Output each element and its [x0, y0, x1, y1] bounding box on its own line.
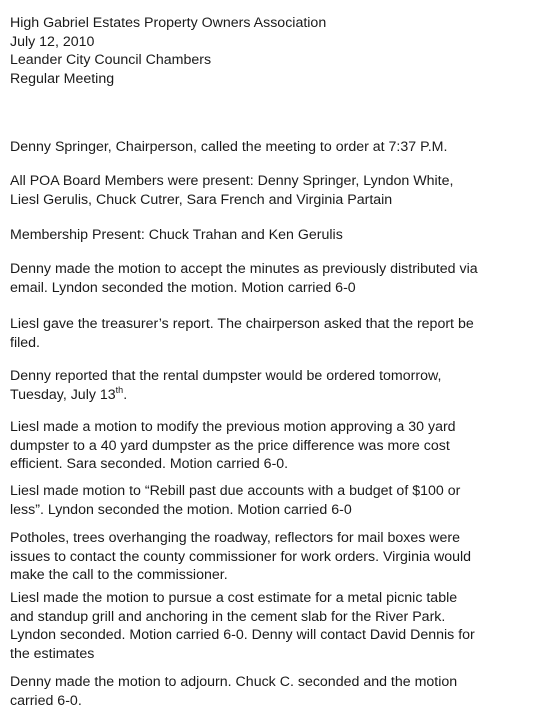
- board-members-paragraph: [10, 172, 532, 209]
- paragraph-line: email. Lyndon seconded the motion. Motion carried 6-0: [10, 279, 356, 296]
- org-name: High Gabriel Estates Property Owners Association: [10, 15, 327, 31]
- date-text: Tuesday, July 13: [10, 386, 116, 403]
- dumpster-report-paragraph: [10, 367, 532, 404]
- paragraph-line: Denny reported that the rental dumpster would be ordered tomorrow,: [10, 368, 442, 384]
- potholes-paragraph: [10, 529, 532, 585]
- rebill-motion-paragraph: [10, 482, 532, 519]
- minutes-approval-paragraph: [10, 260, 532, 297]
- meeting-date: July 12, 2010: [10, 33, 95, 50]
- paragraph-line: make the call to the commissioner.: [10, 567, 228, 584]
- adjourn-paragraph: [10, 673, 532, 710]
- paragraph-line: Denny made the motion to adjourn. Chuck C. seconded and the motion: [10, 674, 458, 690]
- picnic-table-paragraph: [10, 589, 532, 663]
- paragraph-line: efficient. Sara seconded. Motion carried 6-0.: [10, 456, 289, 473]
- paragraph-line: carried 6-0.: [10, 692, 82, 709]
- minutes-header: [10, 14, 326, 88]
- paragraph-line: Lyndon seconded. Motion carried 6-0. Denny will contact David Dennis for: [10, 627, 475, 644]
- paragraph-line: and standup grill and anchoring in the cement slab for the River Park.: [10, 608, 446, 625]
- paragraph-line: Potholes, trees overhanging the roadway, reflectors for mail boxes were: [10, 530, 461, 546]
- call-to-order-paragraph: Denny Springer, Chairperson, called the meeting to order at 7:37 P.M.: [10, 139, 448, 155]
- treasurer-report-paragraph: [10, 315, 532, 352]
- paragraph-line: Denny made the motion to accept the minutes as previously distributed via: [10, 261, 478, 277]
- paragraph-line: less”. Lyndon seconded the motion. Motion carried 6-0: [10, 501, 352, 518]
- paragraph-line: the estimates: [10, 645, 95, 662]
- paragraph-line: Liesl made a motion to modify the previous motion approving a 30 yard: [10, 419, 456, 435]
- paragraph-line: Liesl gave the treasurer’s report. The chairperson asked that the report be: [10, 316, 474, 332]
- paragraph-line: Liesl made motion to “Rebill past due accounts with a budget of $100 or: [10, 483, 461, 499]
- dumpster-motion-paragraph: [10, 418, 532, 474]
- line-end: .: [123, 386, 128, 403]
- membership-present-paragraph: Membership Present: Chuck Trahan and Ken Gerulis: [10, 227, 343, 243]
- meeting-type: Regular Meeting: [10, 70, 115, 87]
- paragraph-line: filed.: [10, 334, 40, 351]
- paragraph-line: Liesl Gerulis, Chuck Cutrer, Sara French and Virginia Partain: [10, 191, 393, 208]
- ordinal-suffix: th: [115, 384, 124, 395]
- paragraph-line: Liesl made the motion to pursue a cost estimate for a metal picnic table: [10, 590, 458, 606]
- meeting-location: Leander City Council Chambers: [10, 52, 212, 68]
- paragraph-line: [10, 384, 128, 403]
- paragraph-line: issues to contact the county commissioner for work orders. Virginia would: [10, 548, 472, 565]
- paragraph-line: All POA Board Members were present: Denny Springer, Lyndon White,: [10, 173, 454, 189]
- paragraph-line: dumpster to a 40 yard dumpster as the price difference was more cost: [10, 437, 450, 454]
